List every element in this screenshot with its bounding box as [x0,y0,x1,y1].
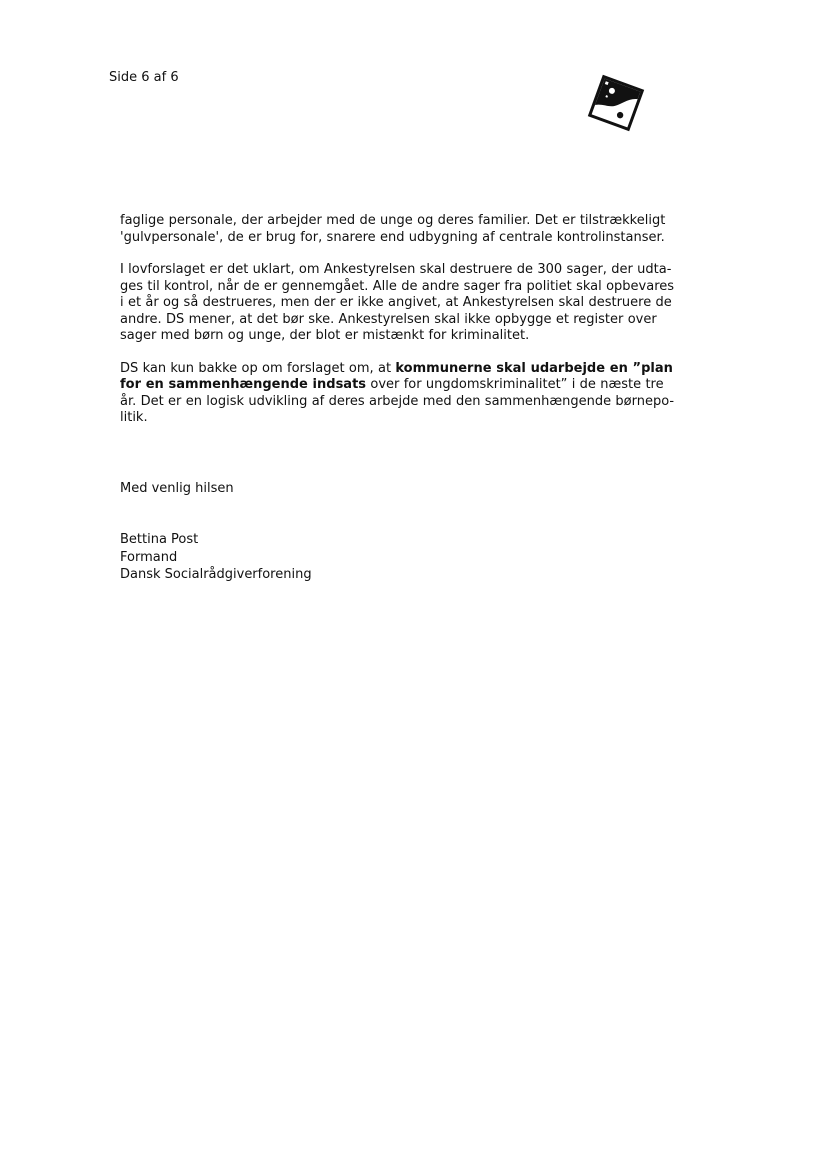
signatory-organization: Dansk Socialrådgiverforening [120,567,312,582]
text-line: år. Det er en logisk udvikling af deres arbejde med den sammenhængende børnepo- [120,393,675,409]
text-line: faglige personale, der arbejder med de unge og deres familier. Det er tilstrækkeligt [120,213,666,228]
letter-body [120,213,695,443]
signatory-name: Bettina Post [120,532,199,547]
text-line: ges til kontrol, når de er gennemgået. Alle de andre sager fra politiet skal opbevares [120,278,675,294]
signature-block [120,531,312,584]
paragraph-case-destruction [120,262,695,345]
text-line: 'gulvpersonale', de er brug for, snarere end udbygning af centrale kontrolinstanser. [120,229,665,245]
text-run: DS kan kun bakke op om forslaget om, at [120,360,396,376]
signatory-title: Formand [120,549,178,565]
text-line: i et år og så destrueres, men der er ikke angivet, at Ankestyrelsen skal destruere de [120,295,672,310]
closing-salutation: Med venlig hilsen [120,481,234,496]
text-line [120,361,695,378]
paragraph-municipal-plan [120,361,695,427]
text-run: over for ungdomskriminalitet” i de næste tre [366,377,664,392]
bold-text-run: for en sammenhængende indsats [120,377,367,392]
bold-text-run: kommunerne skal udarbejde en ”plan [395,360,673,376]
text-line: I lovforslaget er det uklart, om Ankestyrelsen skal destruere de 300 sager, der udta- [120,262,672,277]
paragraph-staffing [120,213,695,246]
text-line [120,377,695,394]
text-line: andre. DS mener, at det bør ske. Ankestyrelsen skal ikke opbygge et register over [120,311,657,327]
text-line: litik. [120,410,148,425]
text-line: sager med børn og unge, der blot er mistænkt for kriminalitet. [120,328,530,343]
page-number: Side 6 af 6 [109,70,179,85]
ds-logo-icon [586,72,646,134]
